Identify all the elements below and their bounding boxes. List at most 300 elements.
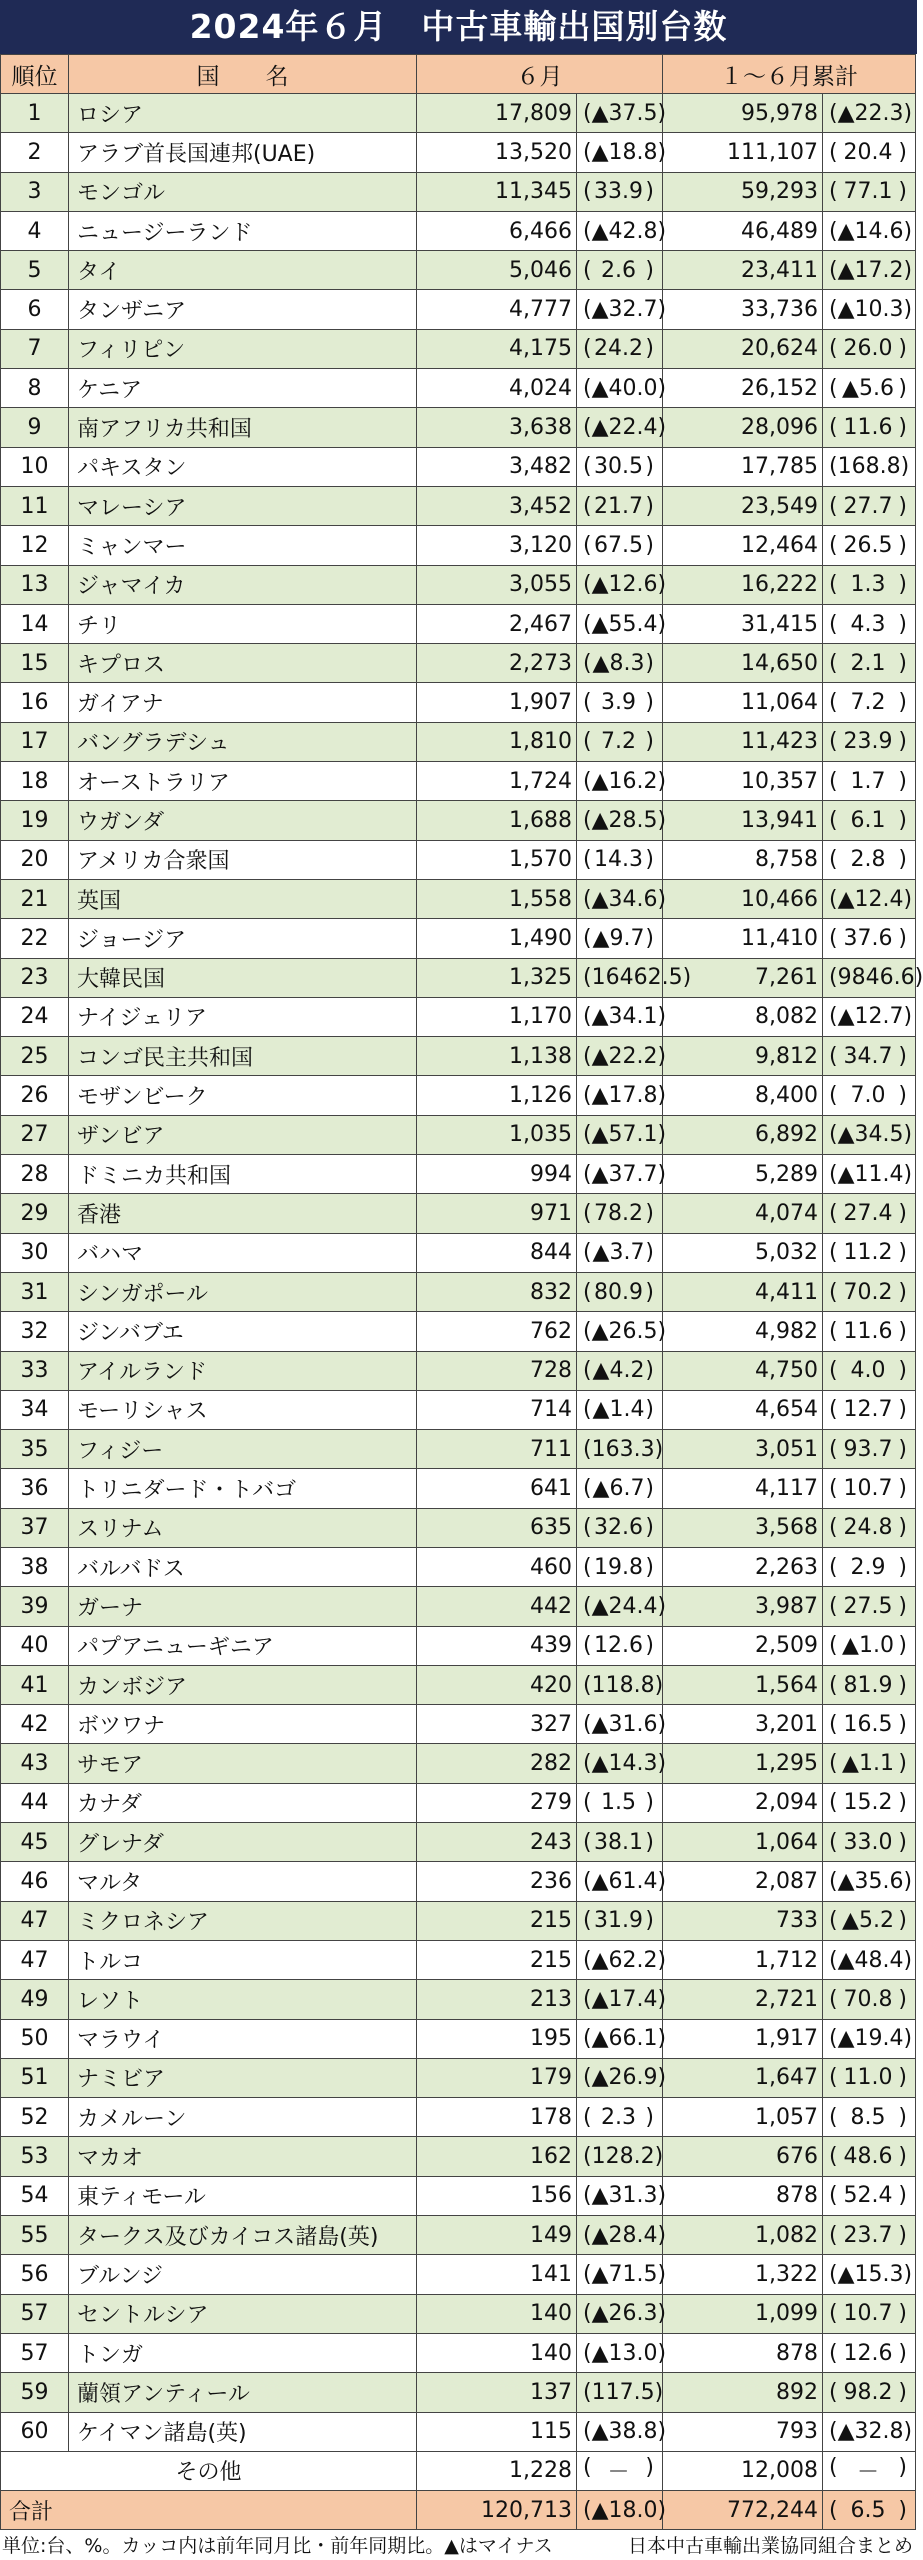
paren-open: (	[583, 2222, 592, 2248]
country-cell: ジンバブエ	[69, 1312, 417, 1351]
table-row	[1, 408, 916, 447]
june-count-cell: 844	[417, 1233, 577, 1272]
paren-open: (	[583, 611, 592, 637]
paren-open: (	[583, 768, 592, 794]
paren-open: (	[583, 2497, 592, 2523]
cumulative-count-cell: 46,489	[663, 211, 823, 250]
june-count-cell: 1,570	[417, 840, 577, 879]
paren-close: )	[898, 1515, 907, 1541]
other-row-cumulative-change-value: －	[856, 2460, 879, 2486]
table-row	[1, 958, 916, 997]
paren-open: (	[583, 1633, 592, 1659]
paren-open: (	[829, 297, 838, 323]
table-row	[1, 1272, 916, 1311]
table-row	[1, 133, 916, 172]
table-row	[1, 801, 916, 840]
paren-close: )	[657, 1043, 667, 1069]
june-count-cell: 17,809	[417, 94, 577, 133]
june-count-cell: 1,138	[417, 1037, 577, 1076]
country-cell: ナミビア	[69, 2058, 417, 2097]
cumulative-count-cell: 4,654	[663, 1390, 823, 1429]
paren-open: (	[829, 493, 838, 519]
country-cell: 英国	[69, 879, 417, 918]
rank-cell: 6	[1, 290, 69, 329]
paren-open: (	[829, 965, 838, 991]
june-change-cell-value: ▲3.7	[592, 1240, 645, 1266]
cumulative-count-cell: 4,982	[663, 1312, 823, 1351]
june-count-cell: 4,024	[417, 369, 577, 408]
paren-close: )	[645, 257, 654, 283]
cumulative-change-cell	[823, 2058, 916, 2097]
country-cell: カナダ	[69, 1783, 417, 1822]
country-cell: ガーナ	[69, 1587, 417, 1626]
other-row-cumulative-change	[823, 2451, 916, 2490]
paren-close: )	[657, 2183, 667, 2209]
paren-open: (	[583, 1790, 592, 1816]
paren-close: )	[657, 375, 667, 401]
cumulative-change-cell-value: ▲12.7	[837, 1004, 904, 1030]
paren-open: (	[829, 1751, 838, 1777]
paren-close: )	[898, 415, 907, 441]
country-cell: マラウイ	[69, 2019, 417, 2058]
june-change-cell	[577, 722, 663, 761]
paren-open: (	[583, 1318, 592, 1344]
june-change-cell	[577, 1430, 663, 1469]
june-change-cell-value: 78.2	[594, 1200, 643, 1226]
country-cell: バハマ	[69, 1233, 417, 1272]
june-change-cell-value: 1.5	[601, 1790, 636, 1816]
paren-close: )	[898, 847, 907, 873]
cumulative-change-cell-value: 20.4	[843, 139, 893, 165]
june-count-cell: 420	[417, 1665, 577, 1704]
country-cell: アメリカ合衆国	[69, 840, 417, 879]
paren-open: (	[829, 1436, 838, 1462]
paren-close: )	[645, 729, 654, 755]
paren-close: )	[645, 650, 654, 676]
header-rank: 順位	[1, 55, 69, 94]
june-count-cell: 137	[417, 2373, 577, 2412]
cumulative-count-cell: 16,222	[663, 565, 823, 604]
cumulative-count-cell: 11,064	[663, 683, 823, 722]
paren-open: (	[583, 375, 592, 401]
cumulative-count-cell: 14,650	[663, 644, 823, 683]
cumulative-change-cell	[823, 1783, 916, 1822]
june-change-cell	[577, 172, 663, 211]
paren-close: )	[898, 925, 907, 951]
june-change-cell	[577, 2019, 667, 2058]
june-count-cell: 3,638	[417, 408, 577, 447]
paren-open: (	[829, 1908, 838, 1934]
june-count-cell: 442	[417, 1587, 577, 1626]
paren-close: )	[657, 611, 667, 637]
paren-close: )	[657, 1711, 667, 1737]
cumulative-change-cell	[823, 1469, 916, 1508]
country-cell: バングラデシュ	[69, 722, 417, 761]
june-change-cell	[577, 565, 667, 604]
paren-open: (	[583, 1476, 592, 1502]
paren-close: )	[657, 1593, 667, 1619]
country-cell: モザンビーク	[69, 1076, 417, 1115]
paren-open: (	[583, 179, 592, 205]
paren-open: (	[829, 1200, 838, 1226]
rank-cell: 14	[1, 604, 69, 643]
paren-close: )	[657, 1986, 667, 2012]
june-change-cell	[577, 1901, 663, 1940]
cumulative-count-cell: 676	[663, 2137, 823, 2176]
paren-close: )	[898, 1436, 907, 1462]
cumulative-count-cell: 9,812	[663, 1037, 823, 1076]
country-cell: サモア	[69, 1744, 417, 1783]
country-cell: フィリピン	[69, 329, 417, 368]
paren-close: )	[657, 1947, 667, 1973]
cumulative-change-cell	[823, 604, 916, 643]
cumulative-count-cell: 2,087	[663, 1862, 823, 1901]
paren-close: )	[645, 690, 654, 716]
june-change-cell-value: ▲42.8	[591, 218, 658, 244]
june-count-cell: 714	[417, 1390, 577, 1429]
june-change-cell	[577, 1194, 663, 1233]
cumulative-change-cell	[823, 486, 916, 525]
footer	[0, 2533, 917, 2559]
rank-cell: 18	[1, 762, 69, 801]
cumulative-count-cell: 4,750	[663, 1351, 823, 1390]
paren-open: (	[829, 1790, 838, 1816]
paren-open: (	[583, 532, 592, 558]
paren-close: )	[903, 886, 913, 912]
june-change-cell	[577, 2058, 667, 2097]
header-country: 国 名	[69, 55, 417, 94]
paren-close: )	[657, 415, 667, 441]
june-count-cell: 994	[417, 1155, 577, 1194]
june-count-cell: 3,120	[417, 526, 577, 565]
june-count-cell: 178	[417, 2098, 577, 2137]
paren-close: )	[898, 2455, 907, 2481]
june-change-cell	[577, 486, 663, 525]
rank-cell: 47	[1, 1940, 69, 1979]
rank-cell: 38	[1, 1547, 69, 1586]
june-change-cell	[577, 2255, 667, 2294]
cumulative-change-cell	[823, 801, 916, 840]
paren-open: (	[583, 2261, 592, 2287]
paren-close: )	[903, 1122, 913, 1148]
paren-close: )	[645, 1554, 654, 1580]
paren-close: )	[657, 139, 667, 165]
country-cell: 東ティモール	[69, 2176, 417, 2215]
cumulative-count-cell: 4,117	[663, 1469, 823, 1508]
country-cell: オーストラリア	[69, 762, 417, 801]
cumulative-change-cell-value: 10.7	[843, 1476, 893, 1502]
june-change-cell-value: 2.6	[601, 257, 636, 283]
cumulative-change-cell-value: 70.2	[843, 1279, 893, 1305]
paren-close: )	[914, 965, 923, 991]
cumulative-count-cell: 111,107	[663, 133, 823, 172]
rank-cell: 15	[1, 644, 69, 683]
paren-close: )	[903, 2419, 913, 2445]
table-row	[1, 2019, 916, 2058]
paren-open: (	[583, 1240, 592, 1266]
paren-open: (	[829, 1829, 838, 1855]
cumulative-count-cell: 3,987	[663, 1587, 823, 1626]
paren-close: )	[645, 925, 654, 951]
june-change-cell	[577, 1076, 667, 1115]
country-cell: ロシア	[69, 94, 417, 133]
cumulative-count-cell: 733	[663, 1901, 823, 1940]
june-change-cell-value: ▲57.1	[591, 1122, 658, 1148]
cumulative-change-cell	[823, 1626, 916, 1665]
cumulative-change-cell	[823, 2333, 916, 2372]
june-count-cell: 11,345	[417, 172, 577, 211]
paren-close: )	[657, 2222, 667, 2248]
paren-open: (	[583, 1829, 592, 1855]
june-count-cell: 1,724	[417, 762, 577, 801]
table-row	[1, 2176, 916, 2215]
paren-close: )	[898, 1240, 907, 1266]
june-change-cell-value: ▲22.4	[591, 415, 658, 441]
paren-open: (	[829, 375, 838, 401]
table-row	[1, 211, 916, 250]
paren-close: )	[654, 1672, 664, 1698]
cumulative-change-cell	[823, 2019, 916, 2058]
cumulative-change-cell	[823, 2294, 916, 2333]
rank-cell: 8	[1, 369, 69, 408]
june-change-cell	[577, 2373, 663, 2412]
june-count-cell: 635	[417, 1508, 577, 1547]
cumulative-change-cell	[823, 1037, 916, 1076]
table-row	[1, 486, 916, 525]
paren-close: )	[898, 690, 907, 716]
cumulative-change-cell	[823, 1940, 916, 1979]
rank-cell: 23	[1, 958, 69, 997]
rank-cell: 20	[1, 840, 69, 879]
june-count-cell: 13,520	[417, 133, 577, 172]
june-change-cell-value: ▲22.2	[591, 1043, 658, 1069]
cumulative-change-cell-value: ▲10.3	[837, 297, 904, 323]
june-change-cell-value: ▲66.1	[591, 2026, 658, 2052]
cumulative-change-cell-value: ▲11.4	[837, 1161, 904, 1187]
june-change-cell-value: 117.5	[591, 2379, 655, 2405]
paren-close: )	[898, 807, 907, 833]
june-change-cell-value: ▲6.7	[592, 1476, 645, 1502]
cumulative-change-cell-value: 33.0	[843, 1829, 893, 1855]
paren-close: )	[898, 572, 907, 598]
rank-cell: 11	[1, 486, 69, 525]
table-row	[1, 329, 916, 368]
paren-close: )	[657, 2419, 667, 2445]
paren-close: )	[645, 1515, 654, 1541]
paren-open: (	[829, 2419, 838, 2445]
paren-open: (	[583, 965, 592, 991]
june-change-cell	[577, 290, 667, 329]
paren-close: )	[898, 1751, 907, 1777]
rank-cell: 4	[1, 211, 69, 250]
paren-open: (	[583, 1751, 592, 1777]
paren-close: )	[645, 1240, 654, 1266]
june-change-cell-value: 38.1	[594, 1829, 643, 1855]
paren-close: )	[903, 2261, 913, 2287]
other-row-label: その他	[1, 2451, 417, 2490]
table-row	[1, 2216, 916, 2255]
june-change-cell-value: ▲34.6	[591, 886, 658, 912]
rank-cell: 45	[1, 1823, 69, 1862]
paren-open: (	[829, 729, 838, 755]
cumulative-change-cell	[823, 762, 916, 801]
june-change-cell	[577, 94, 667, 133]
cumulative-count-cell: 23,549	[663, 486, 823, 525]
country-cell: ボツワナ	[69, 1705, 417, 1744]
cumulative-count-cell: 10,466	[663, 879, 823, 918]
cumulative-change-cell	[823, 1980, 916, 2019]
cumulative-change-cell-value: 11.6	[843, 415, 893, 441]
june-change-cell	[577, 2137, 663, 2176]
paren-open: (	[829, 1161, 838, 1187]
paren-open: (	[583, 297, 592, 323]
june-change-cell-value: ▲28.4	[591, 2222, 658, 2248]
june-change-cell-value: ▲12.6	[591, 572, 658, 598]
june-count-cell: 115	[417, 2412, 577, 2451]
cumulative-change-cell-value: ▲32.8	[837, 2419, 904, 2445]
cumulative-change-cell	[823, 2216, 916, 2255]
paren-close: )	[898, 2144, 907, 2170]
cumulative-change-cell-value: ▲5.2	[842, 1908, 894, 1934]
cumulative-change-cell-value: ▲1.0	[842, 1633, 894, 1659]
country-cell: ガイアナ	[69, 683, 417, 722]
paren-open: (	[583, 2065, 592, 2091]
rank-cell: 47	[1, 1901, 69, 1940]
cumulative-count-cell: 3,201	[663, 1705, 823, 1744]
june-change-cell-value: ▲26.3	[591, 2301, 658, 2327]
country-cell: ドミニカ共和国	[69, 1155, 417, 1194]
rank-cell: 43	[1, 1744, 69, 1783]
paren-open: (	[583, 2419, 592, 2445]
paren-open: (	[829, 454, 838, 480]
rank-cell: 25	[1, 1037, 69, 1076]
cumulative-count-cell: 892	[663, 2373, 823, 2412]
paren-close: )	[657, 2301, 667, 2327]
header-cumulative: １～６月累計	[663, 55, 916, 94]
june-change-cell-value: 12.6	[594, 1633, 643, 1659]
june-change-cell	[577, 133, 667, 172]
paren-open: (	[829, 2026, 838, 2052]
table-row	[1, 1940, 916, 1979]
paren-open: (	[583, 2144, 592, 2170]
rank-cell: 40	[1, 1626, 69, 1665]
paren-close: )	[657, 2340, 667, 2366]
paren-open: (	[829, 257, 838, 283]
paren-open: (	[583, 1436, 592, 1462]
paren-open: (	[583, 1358, 592, 1384]
cumulative-change-cell	[823, 1587, 916, 1626]
june-count-cell: 4,175	[417, 329, 577, 368]
cumulative-change-cell	[823, 1862, 916, 1901]
paren-close: )	[657, 768, 667, 794]
rank-cell: 59	[1, 2373, 69, 2412]
cumulative-change-cell	[823, 1744, 916, 1783]
table-row	[1, 879, 916, 918]
table-row	[1, 1115, 916, 1154]
cumulative-count-cell: 8,400	[663, 1076, 823, 1115]
paren-open: (	[583, 2183, 592, 2209]
june-count-cell: 641	[417, 1469, 577, 1508]
rank-cell: 49	[1, 1980, 69, 2019]
cumulative-change-cell	[823, 2255, 916, 2294]
june-change-cell	[577, 997, 667, 1036]
june-change-cell	[577, 1980, 667, 2019]
june-change-cell-value: 14.3	[594, 847, 643, 873]
june-change-cell-value: ▲9.7	[592, 925, 645, 951]
paren-open: (	[583, 925, 592, 951]
june-count-cell: 282	[417, 1744, 577, 1783]
page-title: 2024年６月 中古車輸出国別台数	[0, 0, 917, 54]
table-row	[1, 1744, 916, 1783]
table-row	[1, 526, 916, 565]
paren-close: )	[657, 297, 667, 323]
june-change-cell-value: ▲8.3	[592, 650, 645, 676]
june-count-cell: 1,810	[417, 722, 577, 761]
paren-close: )	[645, 847, 654, 873]
country-cell: ブルンジ	[69, 2255, 417, 2294]
paren-close: )	[645, 336, 654, 362]
paren-open: (	[583, 1947, 592, 1973]
paren-open: (	[583, 2104, 592, 2130]
cumulative-count-cell: 1,295	[663, 1744, 823, 1783]
cumulative-change-cell	[823, 251, 916, 290]
paren-close: )	[657, 572, 667, 598]
paren-open: (	[829, 336, 838, 362]
paren-open: (	[829, 1358, 838, 1384]
june-change-cell	[577, 1508, 663, 1547]
table-header-row	[1, 55, 916, 94]
june-count-cell: 140	[417, 2333, 577, 2372]
country-cell: パキスタン	[69, 447, 417, 486]
rank-cell: 17	[1, 722, 69, 761]
paren-close: )	[645, 454, 654, 480]
other-row-june-change	[577, 2451, 663, 2490]
june-change-cell-value: 31.9	[594, 1908, 643, 1934]
header-june: ６月	[417, 55, 663, 94]
june-change-cell-value: ▲62.2	[591, 1947, 658, 1973]
cumulative-count-cell: 95,978	[663, 94, 823, 133]
paren-open: (	[829, 1515, 838, 1541]
paren-close: )	[898, 2301, 907, 2327]
paren-close: )	[898, 1908, 907, 1934]
table-row	[1, 2412, 916, 2451]
june-change-cell-value: ▲61.4	[591, 1869, 658, 1894]
june-count-cell: 439	[417, 1626, 577, 1665]
june-change-cell	[577, 1155, 667, 1194]
june-change-cell-value: ▲1.4	[592, 1397, 645, 1423]
table-row	[1, 919, 916, 958]
cumulative-change-cell	[823, 172, 916, 211]
country-cell: コンゴ民主共和国	[69, 1037, 417, 1076]
paren-close: )	[657, 1751, 667, 1777]
june-change-cell	[577, 1823, 663, 1862]
paren-open: (	[583, 336, 592, 362]
table-row	[1, 1665, 916, 1704]
paren-open: (	[829, 2455, 838, 2481]
june-count-cell: 4,777	[417, 290, 577, 329]
cumulative-count-cell: 13,941	[663, 801, 823, 840]
cumulative-count-cell: 2,094	[663, 1783, 823, 1822]
paren-close: )	[657, 1161, 667, 1187]
june-change-cell-value: ▲31.3	[591, 2183, 658, 2209]
rank-cell: 54	[1, 2176, 69, 2215]
paren-open: (	[829, 925, 838, 951]
june-count-cell: 215	[417, 1901, 577, 1940]
country-cell: 蘭領アンティール	[69, 2373, 417, 2412]
cumulative-count-cell: 11,410	[663, 919, 823, 958]
other-row-june-count: 1,228	[417, 2451, 577, 2490]
paren-close: )	[898, 493, 907, 519]
